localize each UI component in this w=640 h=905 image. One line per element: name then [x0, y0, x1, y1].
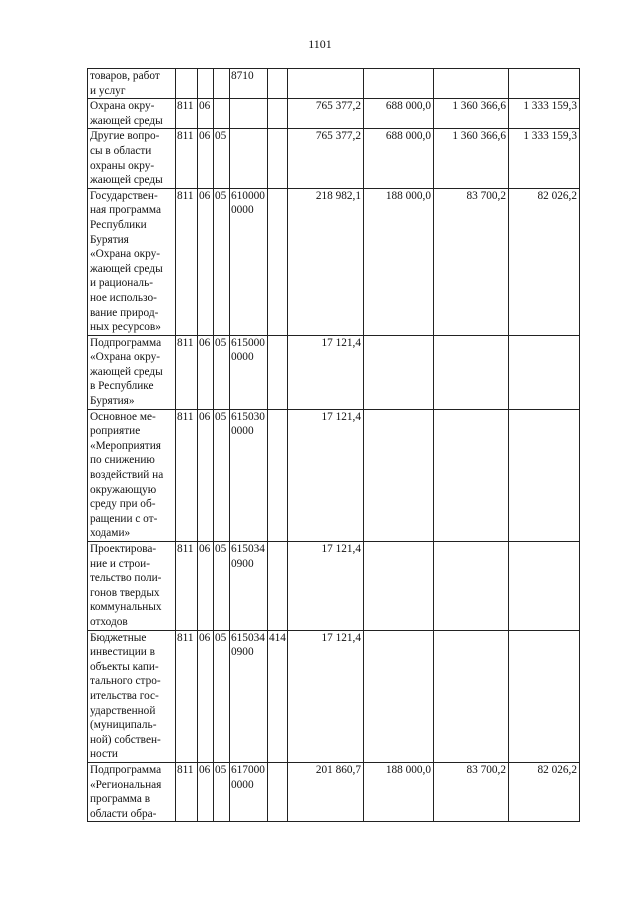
amount-cell-4	[509, 69, 580, 99]
table-row	[88, 335, 580, 409]
amount-cell-2: 188 000,0	[364, 762, 434, 821]
row-name-cell: Подпрограмма «Региональная программа в области обра-	[88, 762, 176, 821]
amount-cell-1: 17 121,4	[288, 542, 364, 631]
row-name-cell: Другие вопро- сы в области охраны окру- жающей среды	[88, 129, 176, 188]
amount-cell-4: 1 333 159,3	[509, 99, 580, 129]
target-article-cell: 617000 0000	[230, 762, 268, 821]
target-article-cell: 8710	[230, 69, 268, 99]
amount-cell-2: 188 000,0	[364, 188, 434, 335]
expense-type-cell	[268, 335, 288, 409]
grbs-code-cell	[176, 69, 198, 99]
subsection-code-cell: 05	[214, 630, 230, 762]
target-article-cell	[230, 129, 268, 188]
row-name-cell: Проектирова- ние и строи- тельство поли- гонов твердых коммунальных отходов	[88, 542, 176, 631]
expense-type-cell	[268, 542, 288, 631]
table-row	[88, 630, 580, 762]
grbs-code-cell: 811	[176, 762, 198, 821]
amount-cell-3	[434, 630, 509, 762]
amount-cell-2	[364, 335, 434, 409]
amount-cell-4: 1 333 159,3	[509, 129, 580, 188]
amount-cell-2	[364, 409, 434, 541]
expense-type-cell	[268, 409, 288, 541]
section-code-cell: 06	[198, 762, 214, 821]
subsection-code-cell: 05	[214, 762, 230, 821]
grbs-code-cell: 811	[176, 188, 198, 335]
amount-cell-3: 83 700,2	[434, 762, 509, 821]
amount-cell-4	[509, 335, 580, 409]
grbs-code-cell: 811	[176, 630, 198, 762]
grbs-code-cell: 811	[176, 409, 198, 541]
amount-cell-4: 82 026,2	[509, 762, 580, 821]
section-code-cell: 06	[198, 630, 214, 762]
amount-cell-2	[364, 630, 434, 762]
amount-cell-3	[434, 335, 509, 409]
table-row	[88, 69, 580, 99]
table-row	[88, 409, 580, 541]
amount-cell-2: 688 000,0	[364, 99, 434, 129]
page-number: 1101	[308, 37, 332, 51]
amount-cell-1: 201 860,7	[288, 762, 364, 821]
amount-cell-4	[509, 409, 580, 541]
grbs-code-cell: 811	[176, 129, 198, 188]
grbs-code-cell: 811	[176, 542, 198, 631]
expense-type-cell	[268, 99, 288, 129]
target-article-cell: 615034 0900	[230, 542, 268, 631]
amount-cell-1	[288, 69, 364, 99]
table-row	[88, 188, 580, 335]
section-code-cell: 06	[198, 129, 214, 188]
table-row	[88, 99, 580, 129]
target-article-cell: 615000 0000	[230, 335, 268, 409]
amount-cell-3: 1 360 366,6	[434, 129, 509, 188]
amount-cell-2	[364, 69, 434, 99]
amount-cell-1: 17 121,4	[288, 630, 364, 762]
budget-table	[87, 68, 580, 822]
expense-type-cell	[268, 69, 288, 99]
row-name-cell: товаров, работ и услуг	[88, 69, 176, 99]
row-name-cell: Бюджетные инвестиции в объекты капи- тального стро- ительства гос- ударственной (муниципаль- ной) собствен- ности	[88, 630, 176, 762]
section-code-cell: 06	[198, 409, 214, 541]
table-row	[88, 129, 580, 188]
section-code-cell: 06	[198, 542, 214, 631]
amount-cell-3	[434, 69, 509, 99]
section-code-cell: 06	[198, 99, 214, 129]
subsection-code-cell: 05	[214, 129, 230, 188]
amount-cell-1: 765 377,2	[288, 99, 364, 129]
table-row	[88, 542, 580, 631]
amount-cell-1: 17 121,4	[288, 409, 364, 541]
section-code-cell: 06	[198, 188, 214, 335]
amount-cell-2: 688 000,0	[364, 129, 434, 188]
amount-cell-4: 82 026,2	[509, 188, 580, 335]
target-article-cell: 610000 0000	[230, 188, 268, 335]
target-article-cell: 615030 0000	[230, 409, 268, 541]
amount-cell-2	[364, 542, 434, 631]
subsection-code-cell	[214, 99, 230, 129]
expense-type-cell	[268, 129, 288, 188]
target-article-cell	[230, 99, 268, 129]
row-name-cell: Государствен- ная программа Республики Бурятия «Охрана окру- жающей среды и рациональ- ное использо- вание природ- ных ресурсов»	[88, 188, 176, 335]
subsection-code-cell: 05	[214, 335, 230, 409]
amount-cell-3	[434, 409, 509, 541]
amount-cell-3	[434, 542, 509, 631]
amount-cell-3: 83 700,2	[434, 188, 509, 335]
section-code-cell: 06	[198, 335, 214, 409]
expense-type-cell	[268, 188, 288, 335]
subsection-code-cell	[214, 69, 230, 99]
table-row	[88, 762, 580, 821]
section-code-cell	[198, 69, 214, 99]
row-name-cell: Подпрограмма «Охрана окру- жающей среды в Республике Бурятия»	[88, 335, 176, 409]
table-body	[88, 69, 580, 822]
amount-cell-1: 765 377,2	[288, 129, 364, 188]
amount-cell-1: 17 121,4	[288, 335, 364, 409]
amount-cell-4	[509, 542, 580, 631]
amount-cell-4	[509, 630, 580, 762]
row-name-cell: Основное ме- роприятие «Мероприятия по снижению воздействий на окружающую среду при об- ращении с от- ходами»	[88, 409, 176, 541]
expense-type-cell	[268, 762, 288, 821]
subsection-code-cell: 05	[214, 409, 230, 541]
amount-cell-1: 218 982,1	[288, 188, 364, 335]
target-article-cell: 615034 0900	[230, 630, 268, 762]
amount-cell-3: 1 360 366,6	[434, 99, 509, 129]
row-name-cell: Охрана окру- жающей среды	[88, 99, 176, 129]
grbs-code-cell: 811	[176, 99, 198, 129]
grbs-code-cell: 811	[176, 335, 198, 409]
subsection-code-cell: 05	[214, 188, 230, 335]
subsection-code-cell: 05	[214, 542, 230, 631]
expense-type-cell: 414	[268, 630, 288, 762]
